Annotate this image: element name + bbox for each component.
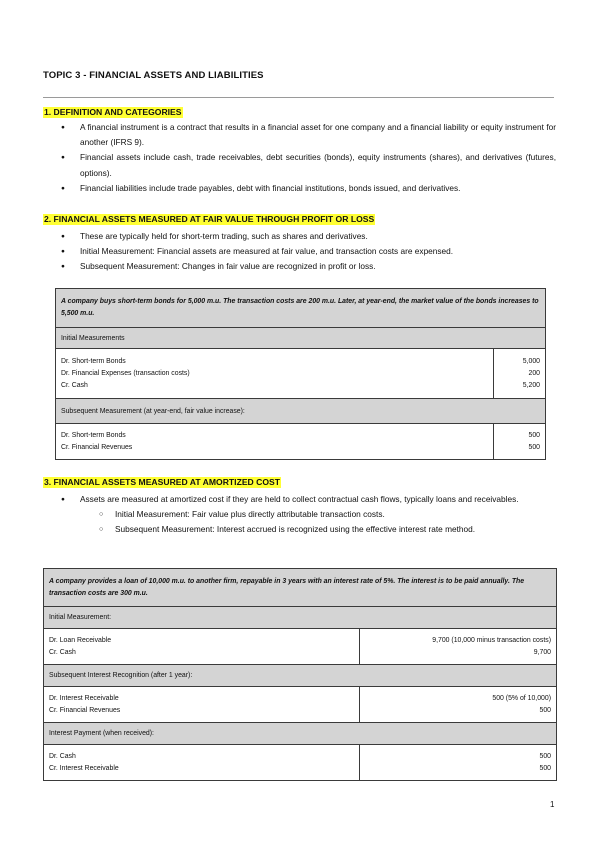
- journal-amounts: [360, 745, 557, 781]
- list-item: ● These are typically held for short-term trading, such as shares and derivatives.: [43, 229, 556, 244]
- journal-amounts: [360, 629, 557, 665]
- journal-amounts: [360, 687, 557, 723]
- entry-line: Cr. Financial Revenues: [49, 706, 121, 714]
- list-item: ● Financial assets include cash, trade receivables, debt securities (bonds), equity instruments (shares), and derivatives (futures, options).: [43, 150, 556, 180]
- journal-entries: [44, 629, 360, 665]
- interest-recognition-label: Subsequent Interest Recognition (after 1 year):: [44, 665, 557, 687]
- entry-line: Dr. Financial Expenses (transaction costs): [61, 369, 190, 377]
- entry-line: Dr. Cash: [49, 752, 76, 760]
- amount-line: 500: [539, 764, 551, 772]
- journal-entries: [56, 424, 494, 460]
- section-2-heading: 2. FINANCIAL ASSETS MEASURED AT FAIR VALUE THROUGH PROFIT OR LOSS: [44, 214, 375, 224]
- title-divider: [43, 97, 554, 98]
- entry-line: Cr. Financial Revenues: [61, 443, 133, 451]
- section-3-bullets: [43, 492, 556, 538]
- journal-amounts: [494, 349, 546, 399]
- page-number: 1: [550, 800, 555, 809]
- amount-line: 200: [528, 369, 540, 377]
- page-title: TOPIC 3 - FINANCIAL ASSETS AND LIABILITIES: [43, 70, 264, 81]
- journal-entries: [44, 687, 360, 723]
- section-1-bullets: [43, 120, 556, 196]
- journal-entries: [44, 745, 360, 781]
- initial-measurement-label: Initial Measurements: [56, 328, 546, 349]
- amount-line: 9,700 (10,000 minus transaction costs): [432, 636, 551, 644]
- initial-measurement-label: Initial Measurement:: [44, 607, 557, 629]
- amortized-cost-example-table: [43, 568, 557, 781]
- entry-line: Dr. Interest Receivable: [49, 694, 119, 702]
- sub-list-item: ○ Subsequent Measurement: Interest accrued is recognized using the effective interest rate method.: [43, 522, 556, 537]
- section-2-bullets: [43, 229, 556, 275]
- list-item: ● Financial liabilities include trade payables, debt with financial institutions, bonds issued, and derivatives.: [43, 181, 556, 196]
- list-item: ● Initial Measurement: Financial assets are measured at fair value, and transaction costs are expensed.: [43, 244, 556, 259]
- entry-line: Cr. Cash: [61, 381, 88, 389]
- subsequent-measurement-label: Subsequent Measurement (at year-end, fair value increase):: [56, 399, 546, 424]
- amount-line: 5,200: [522, 381, 540, 389]
- amount-line: 500: [528, 443, 540, 451]
- entry-line: Dr. Loan Receivable: [49, 636, 112, 644]
- entry-line: Cr. Cash: [49, 648, 76, 656]
- entry-line: Cr. Interest Receivable: [49, 764, 119, 772]
- entry-line: Dr. Short-term Bonds: [61, 431, 126, 439]
- journal-amounts: [494, 424, 546, 460]
- journal-entries: [56, 349, 494, 399]
- amount-line: 5,000: [522, 357, 540, 365]
- example-description: A company provides a loan of 10,000 m.u. to another firm, repayable in 3 years with an interest rate of 5%. The interest is to be paid annually. The transaction costs are 300 m.u.: [44, 569, 557, 607]
- amount-line: 500: [539, 706, 551, 714]
- amount-line: 500 (5% of 10,000): [492, 694, 551, 702]
- fvtpl-example-table: [55, 288, 546, 460]
- amount-line: 500: [539, 752, 551, 760]
- section-1-heading: 1. DEFINITION AND CATEGORIES: [44, 107, 182, 117]
- interest-payment-label: Interest Payment (when received):: [44, 723, 557, 745]
- list-item: ● Assets are measured at amortized cost if they are held to collect contractual cash flows, typically loans and receivables.: [43, 492, 556, 507]
- example-description: A company buys short-term bonds for 5,000 m.u. The transaction costs are 200 m.u. Later, at year-end, the market value of the bonds increases to 5,500 m.u.: [56, 289, 546, 328]
- section-3-heading: 3. FINANCIAL ASSETS MEASURED AT AMORTIZED COST: [44, 477, 281, 487]
- amount-line: 9,700: [533, 648, 551, 656]
- entry-line: Dr. Short-term Bonds: [61, 357, 126, 365]
- sub-list-item: ○ Initial Measurement: Fair value plus directly attributable transaction costs.: [43, 507, 556, 522]
- amount-line: 500: [528, 431, 540, 439]
- list-item: ● Subsequent Measurement: Changes in fair value are recognized in profit or loss.: [43, 259, 556, 274]
- list-item: ● A financial instrument is a contract that results in a financial asset for one company and a financial liability or equity instrument for another (IFRS 9).: [43, 120, 556, 150]
